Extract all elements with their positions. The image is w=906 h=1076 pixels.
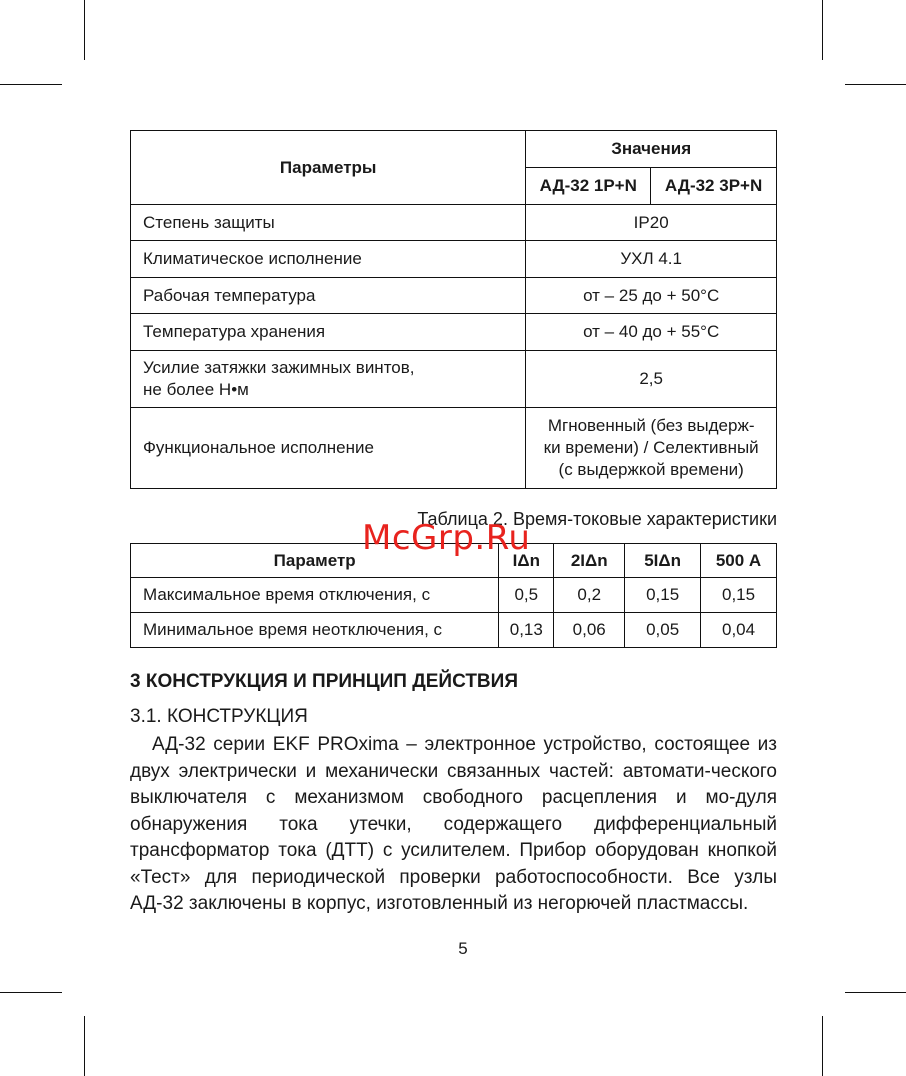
row-value: 2,5 (526, 351, 777, 408)
table-row (131, 408, 777, 489)
page-number: 5 (458, 939, 468, 958)
crop-mark (822, 1016, 823, 1076)
crop-mark (0, 84, 62, 85)
row-value: УХЛ 4.1 (526, 241, 777, 278)
table-row (131, 351, 777, 408)
header-ad32-3p: АД-32 3Р+N (651, 168, 777, 205)
crop-mark (84, 1016, 85, 1076)
cell-value: 0,2 (554, 578, 625, 613)
row-label: Минимальное время неотключения, с (131, 613, 499, 648)
row-label-line: Усилие затяжки зажимных винтов, (143, 358, 415, 377)
header-idn: IΔn (499, 544, 554, 578)
header-ad32-1p: АД-32 1Р+N (526, 168, 651, 205)
cell-value: 0,15 (625, 578, 701, 613)
body-paragraph: АД-32 серии EKF PROxima – электронное устройство, состоящее из двух электрически и механически связанных частей: автомати-ческого выключателя с механизмом свободного расцепления и мо-дуля обнаружения тока утечки, содержащего дифференциальный трансформатор тока (ДТТ) с усилителем. Прибор оборудован кнопкой «Тест» для периодической проверки работоспособности. Все узлы АД-32 заключены в корпус, изготовленный из негорючей пластмассы. (130, 734, 777, 914)
row-label: Степень защиты (131, 205, 526, 241)
cell-value: 0,13 (499, 613, 554, 648)
table-row (131, 314, 777, 351)
cell-value: 0,05 (625, 613, 701, 648)
row-value: от – 25 до + 50°С (526, 278, 777, 314)
table-row (131, 578, 777, 613)
row-label (131, 351, 526, 408)
cell-value: 0,06 (554, 613, 625, 648)
row-value: от – 40 до + 55°С (526, 314, 777, 351)
header-parameters: Параметры (131, 131, 526, 205)
table-row (131, 613, 777, 648)
time-current-table (130, 543, 777, 648)
section-heading: 3 КОНСТРУКЦИЯ И ПРИНЦИП ДЕЙСТВИЯ (130, 671, 518, 692)
spec-table (130, 130, 777, 489)
row-value-line: ки времени) / Селективный (543, 438, 759, 457)
cell-value: 0,15 (701, 578, 777, 613)
row-label-line: не более Н•м (143, 380, 249, 399)
crop-mark (845, 84, 906, 85)
header-values: Значения (526, 131, 777, 168)
header-5idn: 5IΔn (625, 544, 701, 578)
header-500a: 500 А (701, 544, 777, 578)
row-label: Рабочая температура (131, 278, 526, 314)
crop-mark (822, 0, 823, 60)
table-caption: Таблица 2. Время-токовые характеристики (417, 509, 777, 529)
cell-value: 0,04 (701, 613, 777, 648)
header-parameter: Параметр (131, 544, 499, 578)
row-label: Максимальное время отключения, с (131, 578, 499, 613)
row-value-line: Мгновенный (без выдерж- (547, 416, 755, 435)
cell-value: 0,5 (499, 578, 554, 613)
header-2idn: 2IΔn (554, 544, 625, 578)
crop-mark (0, 992, 62, 993)
subsection-heading: 3.1. КОНСТРУКЦИЯ (130, 706, 308, 727)
row-value: IP20 (526, 205, 777, 241)
crop-mark (845, 992, 906, 993)
crop-mark (84, 0, 85, 60)
table-row (131, 278, 777, 314)
row-value-line: (с выдержкой времени) (558, 460, 744, 479)
row-label: Функциональное исполнение (131, 408, 526, 489)
row-label: Климатическое исполнение (131, 241, 526, 278)
table-row (131, 241, 777, 278)
row-label: Температура хранения (131, 314, 526, 351)
watermark: McGrp.Ru (362, 518, 531, 558)
row-value (526, 408, 777, 489)
table-row (131, 205, 777, 241)
